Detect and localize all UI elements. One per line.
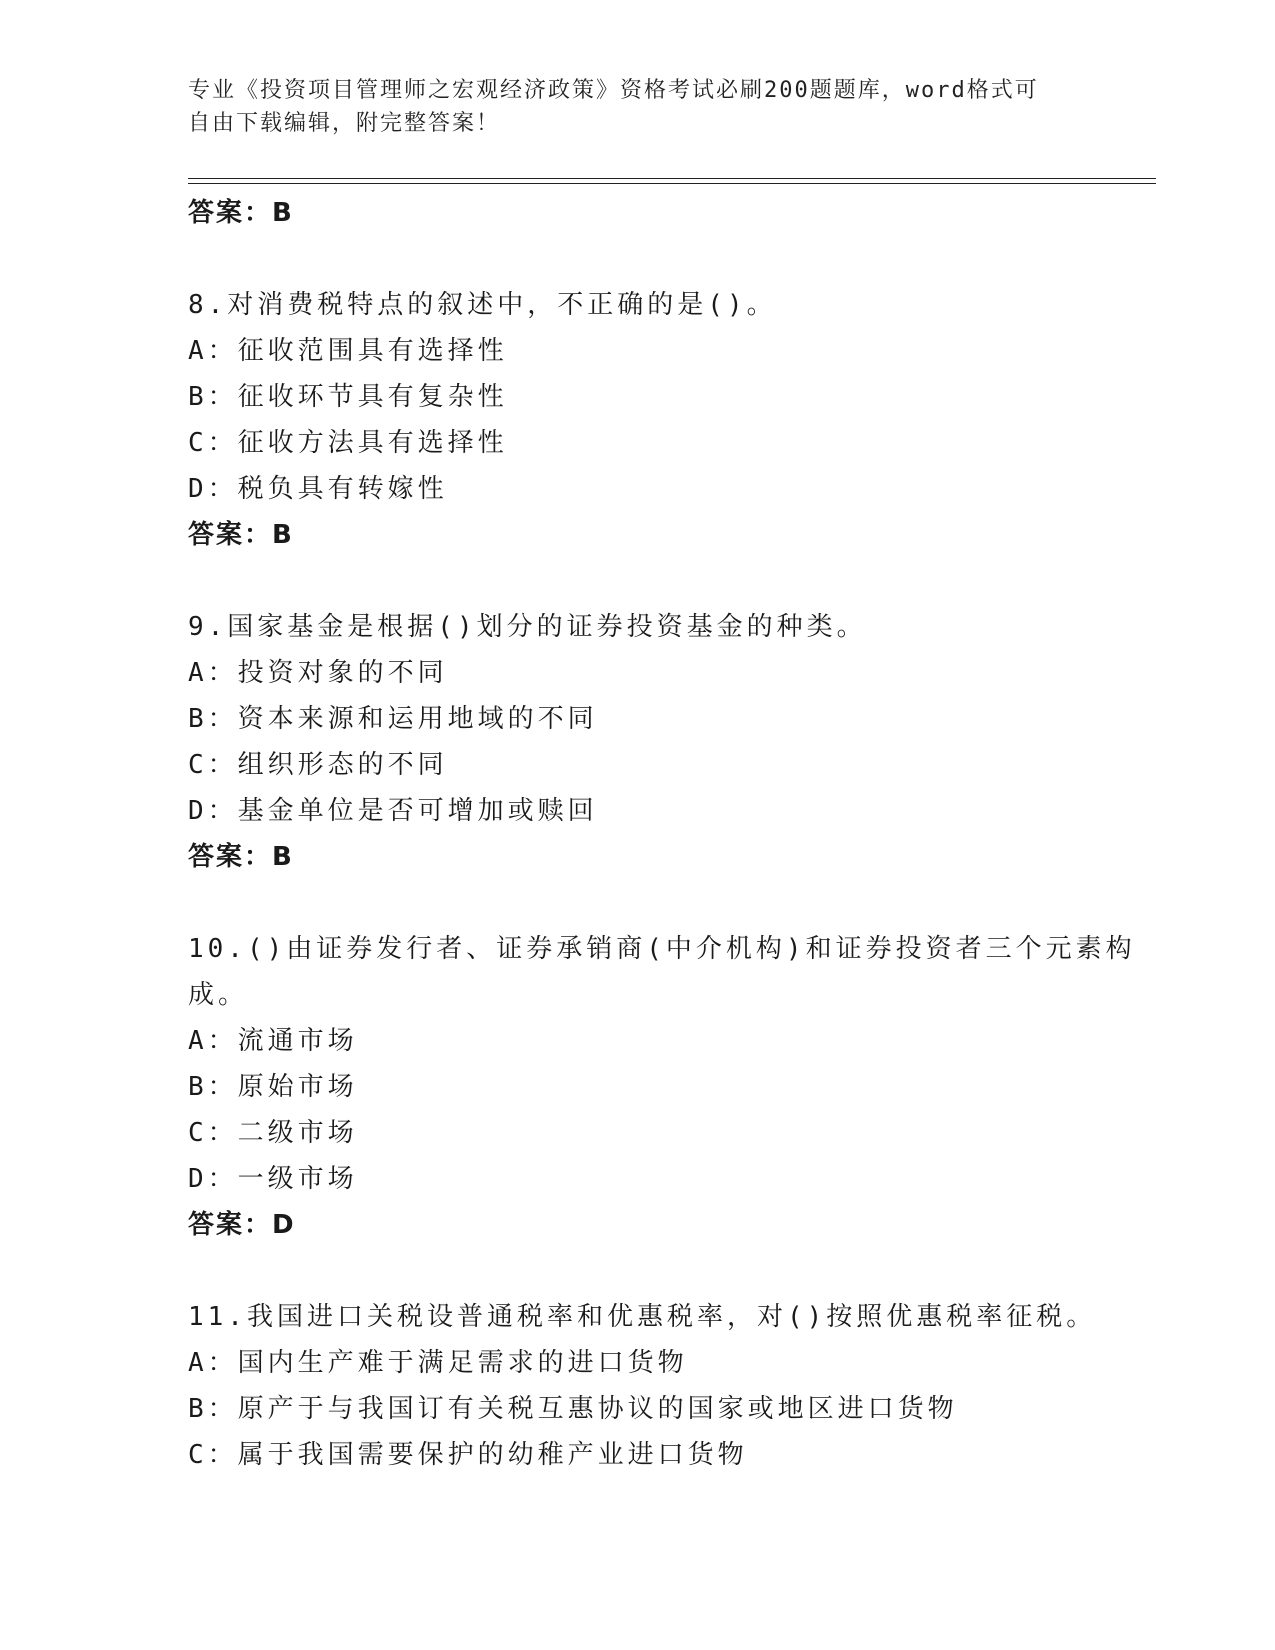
answer-line: 答案：B bbox=[188, 198, 294, 228]
question-stem: 8.对消费税特点的叙述中，不正确的是()。 bbox=[188, 290, 777, 320]
option-c: C：征收方法具有选择性 bbox=[188, 428, 508, 458]
answer-line: 答案：B bbox=[188, 842, 294, 872]
option-c: C：属于我国需要保护的幼稚产业进口货物 bbox=[188, 1440, 748, 1470]
header-divider bbox=[188, 178, 1156, 179]
option-b: B：原产于与我国订有关税互惠协议的国家或地区进口货物 bbox=[188, 1394, 958, 1424]
option-a: A：投资对象的不同 bbox=[188, 658, 448, 688]
answer-line: 答案：D bbox=[188, 1210, 296, 1240]
header-line-2: 自由下载编辑，附完整答案！ bbox=[188, 111, 501, 136]
option-d: D：一级市场 bbox=[188, 1164, 358, 1194]
option-b: B：征收环节具有复杂性 bbox=[188, 382, 508, 412]
document-header bbox=[188, 74, 1068, 140]
question-stem: 11.我国进口关税设普通税率和优惠税率，对()按照优惠税率征税。 bbox=[188, 1302, 1097, 1332]
option-d: D：税负具有转嫁性 bbox=[188, 474, 448, 504]
question-stem-continued: 成。 bbox=[188, 980, 249, 1010]
question-block bbox=[188, 1294, 1118, 1478]
option-a: A：国内生产难于满足需求的进口货物 bbox=[188, 1348, 688, 1378]
option-d: D：基金单位是否可增加或赎回 bbox=[188, 796, 598, 826]
question-block bbox=[188, 926, 1136, 1248]
answer-line: 答案：B bbox=[188, 520, 294, 550]
option-b: B：原始市场 bbox=[188, 1072, 358, 1102]
header-divider-double bbox=[188, 183, 1156, 184]
question-block bbox=[188, 604, 1118, 880]
option-c: C：组织形态的不同 bbox=[188, 750, 448, 780]
header-line-1: 专业《投资项目管理师之宏观经济政策》资格考试必刷200题题库，word格式可 bbox=[188, 78, 1039, 103]
question-list bbox=[188, 190, 1136, 1478]
question-stem: 10.()由证券发行者、证券承销商(中介机构)和证券投资者三个元素构 bbox=[188, 934, 1136, 964]
option-a: A：征收范围具有选择性 bbox=[188, 336, 508, 366]
question-stem: 9.国家基金是根据()划分的证券投资基金的种类。 bbox=[188, 612, 867, 642]
option-b: B：资本来源和运用地域的不同 bbox=[188, 704, 598, 734]
option-a: A：流通市场 bbox=[188, 1026, 358, 1056]
option-c: C：二级市场 bbox=[188, 1118, 358, 1148]
question-block bbox=[188, 282, 1118, 558]
